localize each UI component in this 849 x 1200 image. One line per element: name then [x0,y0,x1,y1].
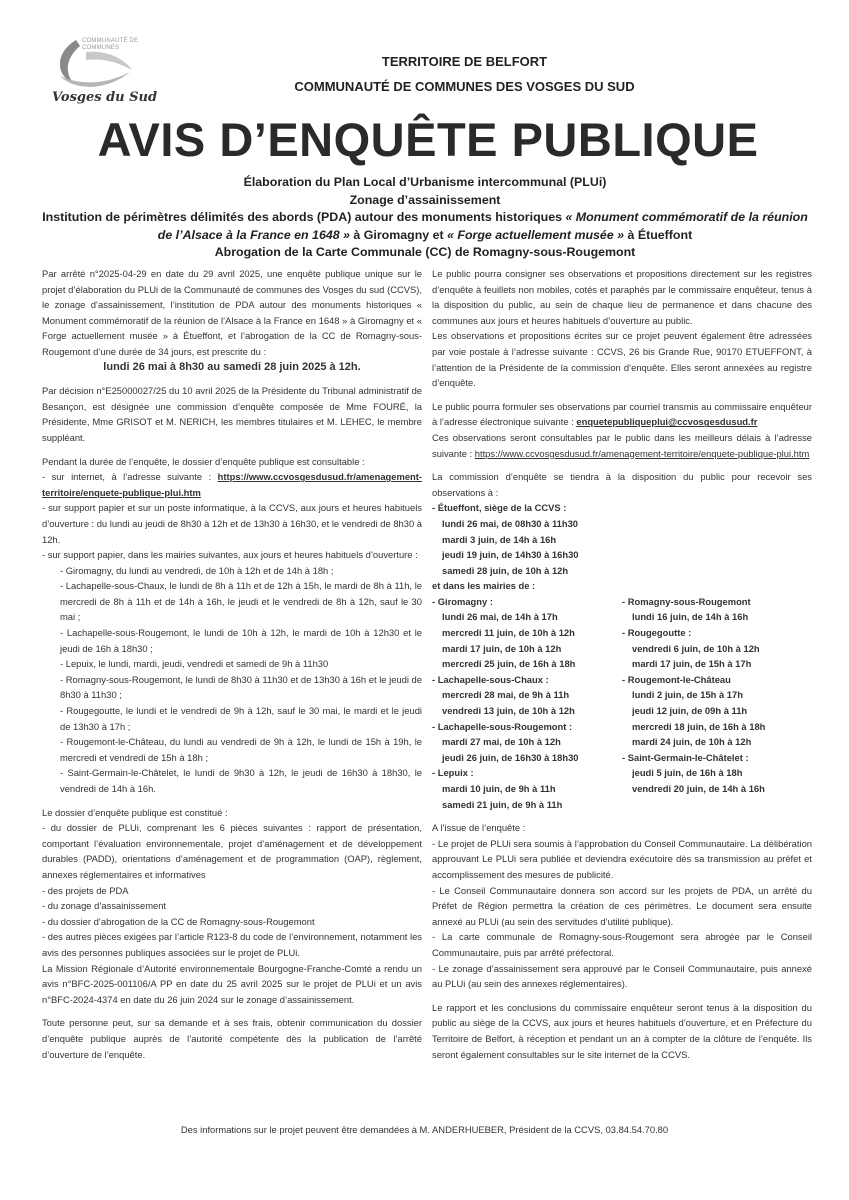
list-item: - Saint-Germain-le-Châtelet, le lundi de 9h30 à 12h, le jeudi de 16h30 à 18h30, le vendredi de 14h à 16h. [60,767,422,794]
list-item: - La carte communale de Romagny-sous-Rougemont sera abrogée par le Conseil Communautaire, puis par arrêté préfectoral. [432,931,812,958]
perm-location: - Rougegoutte : [622,627,692,639]
list-item: - Lepuix, le lundi, mardi, jeudi, vendredi et samedi de 9h à 11h30 [60,658,329,670]
list-item: mardi 3 juin, de 14h à 16h [442,533,557,545]
list-item: samedi 21 juin, de 9h à 11h [442,798,563,810]
ccvs-logo [46,32,158,108]
perm-location: - Lachapelle-sous-Rougemont : [432,720,573,732]
list-item: mercredi 18 juin, de 16h à 18h [632,720,766,732]
logo-small-text: COMMUNAUTÉ DE COMMUNES [82,38,139,51]
list-item: - Le Conseil Communautaire donnera son accord sur les projets de PDA, un arrêté du Préfet de Région permettra la création de ces périmètres. Le document sera ensuite annexé au PLUi (au sein des servitudes d’utilité publique). [432,884,812,927]
subtitle-plui: Élaboration du Plan Local d’Urbanisme intercommunal (PLUi) [243,175,607,189]
permanences-left [432,594,622,812]
list-item: mardi 24 juin, de 10h à 12h [632,736,752,748]
list-item: mardi 10 juin, de 9h à 11h [442,783,556,794]
list-item: - des autres pièces exigées par l’article R123-8 du code de l’environnement, notamment les avis des personnes publiques associées sur le projet de PLUi. [42,931,422,958]
list-item: jeudi 19 juin, de 14h30 à 16h30 [442,549,579,561]
postal-paragraph: Les observations et propositions écrites sur ce projet peuvent également être adressées par voie postale à l’adresse suivante : CCVS, 26 bis Grande Rue, 90170 ETUEFFONT, à l’attention de la Présidente de la commission d’enquête. Elles seront annexées au registre d’enquête. [432,330,812,389]
website-link[interactable]: https://www.ccvosgesdusud.fr/amenagement-territoire/enquete-publique-plui.htm [474,447,810,459]
list-item: - des projets de PDA [42,884,129,896]
list-item: jeudi 12 juin, de 09h à 11h [632,705,748,717]
list-item: mercredi 25 juin, de 16h à 18h [442,658,576,670]
list-item: - Lachapelle-sous-Rougemont, le lundi de 10h à 12h, le mardi de 10h à 12h30 et le jeudi de 16h à 18h30 ; [60,627,422,654]
mairies-label: et dans les mairies de : [432,580,536,592]
list-item: vendredi 13 juin, de 10h à 12h [442,705,575,717]
list-item: samedi 28 juin, de 10h à 12h [442,564,569,576]
etueffont-label: - Étueffont, siège de la CCVS : [432,502,567,514]
permanences-intro: La commission d’enquête se tiendra à la disposition du public pour recevoir ses observations à : [432,471,812,498]
header-community: COMMUNAUTÉ DE COMMUNES DES VOSGES DU SUD [294,79,635,94]
perm-location: - Romagny-sous-Rougemont [622,595,751,607]
issue-intro: A l’issue de l’enquête : [432,822,526,834]
email-link[interactable]: enquetepubliqueplui@ccvosgesdusud.fr [576,416,758,428]
list-item: mercredi 11 juin, de 10h à 12h [442,627,575,639]
communication-paragraph: Toute personne peut, sur sa demande et à ses frais, obtenir communication du dossier d’enquête publique auprès de l’autorité compétente dès la publication de l’arrêté d’ouverture de l’enquête. [42,1017,422,1060]
list-item: jeudi 26 juin, de 16h30 à 18h30 [442,751,579,763]
left-column [42,266,422,1070]
list-item: - Lachapelle-sous-Chaux, le lundi de 8h à 11h et de 12h à 15h, le mardi de 8h à 11h, le mercredi de 8h à 11h et de 14h à 16h, le jeudi et le vendredi de 8h à 12h, sauf le 30 mai ; [60,580,422,623]
list-item: jeudi 5 juin, de 16h à 18h [632,767,743,779]
decree-paragraph: Par arrêté n°2025-04-29 en date du 29 avril 2025, une enquête publique unique sur le projet d’élaboration du PLUi de la Communauté de communes des Vosges du sud (CCVS), le zonage d’assainissement, l’institution de PDA autour des monuments historiques « Monument commémoratif de la réunion de l’Alsace à la France en 1648 » à Giromagny et « Forge actuellement musée » à Étueffont, et l’abrogation de la CC de Romagny-sous-Rougemont d’une durée de 34 jours, est prescrite du : [42,268,422,357]
report-paragraph: Le rapport et les conclusions du commissaire enquêteur seront tenus à la disposition du public au siège de la CCVS, aux jours et heures habituels d’ouverture, et en Préfecture du Territoire de Belfort, à réception et pendant un an à compter de la clôture de l’enquête. Ils seront également consultables sur le site internet de la CCVS. [432,1001,812,1060]
logo-brand-text: Vosges du Sud [52,90,158,105]
list-item: - Giromagny, du lundi au vendredi, de 10h à 12h et de 14h à 18h ; [60,564,334,576]
registers-paragraph: Le public pourra consigner ses observations et propositions directement sur les registres d’enquête à feuillets non mobiles, cotés et paraphés par le commissaire enquêteur, tenus à la disposition du public, au sein de chaque lieu de permanence et dans chacune des communes aux jours et heures habituels d’ouverture au public. [432,268,812,326]
email-paragraph: Le public pourra formuler ses observations par courriel transmis au commissaire enquêteur à l’adresse électronique suivante : enquetepubliqueplui@ccvosgesdusud.fr Ces observations seront consultables par le public dans les meilleurs délais à l’adresse suivante : https://www.ccvosgesdusud.fr/amenagement-territoire/enquete-publique-plui.htm [432,400,812,459]
list-item: mercredi 28 mai, de 9h à 11h [442,689,570,701]
list-item: lundi 26 mai, de 14h à 17h [442,611,558,623]
perm-location: - Lachapelle-sous-Chaux : [432,673,549,685]
perm-location: - Rougemont-le-Château [622,673,731,685]
commission-paragraph: Par décision n°E25000027/25 du 10 avril 2025 de la Présidente du Tribunal administratif de Besançon, est désignée une commission d’enquête composée de Mme FOURÉ, la Présidente, Mme GRISOT et M. NERICH, les membres titulaires et M. LEHEC, le membre suppléant. [42,385,422,443]
internet-consultation: - sur internet, à l’adresse suivante : https://www.ccvosgesdusud.fr/amenagement-territoire/enquete-publique-plui.htm [42,471,423,498]
permanences [432,469,812,812]
list-item: lundi 2 juin, de 15h à 17h [632,689,743,701]
list-item: mardi 17 juin, de 10h à 12h [442,642,562,654]
permanences-right [622,594,812,812]
dossier-link[interactable]: https://www.ccvosgesdusud.fr/amenagement-territoire/enquete-publique-plui.htm [42,471,423,498]
perm-location: - Saint-Germain-le-Châtelet : [622,751,749,763]
list-item: - du dossier de PLUi, comprenant les 6 pièces suivantes : rapport de présentation, comportant l’évaluation environnementale, projet d’aménagement et de développement durables (PADD), orientations d’aménagement et de programmation (OAP), règlement, annexes réglementaires et informatives [42,822,422,880]
list-item: vendredi 6 juin, de 10h à 12h [632,642,760,654]
list-item: - du dossier d’abrogation de la CC de Romagny-sous-Rougemont [42,915,315,927]
subtitle-zonage: Zonage d’assainissement [349,192,501,207]
enquiry-dates: lundi 26 mai à 8h30 au samedi 28 juin 2025 à 12h. [103,360,361,373]
mairies-list [42,563,422,797]
list-item: lundi 26 mai, de 08h30 à 11h30 [442,517,579,529]
list-item: lundi 16 juin, de 14h à 16h [632,611,749,623]
list-item: mardi 17 juin, de 15h à 17h [632,658,752,670]
page-title: AVIS D’ENQUÊTE PUBLIQUE [97,113,759,166]
list-item: - du zonage d’assainissement [42,900,167,912]
subtitle-abrogation: Abrogation de la Carte Communale (CC) de Romagny-sous-Rougemont [214,245,636,259]
perm-location: - Giromagny : [432,595,493,607]
permanences-grid [432,594,812,812]
footer-contact: Des informations sur le projet peuvent être demandées à M. ANDERHUEBER, Président de la CCVS, 03.84.54.70.80 [180,1124,669,1135]
dossier-intro: Le dossier d’enquête publique est constitué : [42,806,228,818]
header-territory: TERRITOIRE DE BELFORT [381,54,548,69]
perm-location: - Lepuix : [432,767,474,779]
subtitles [40,174,810,262]
list-item: - Rougemont-le-Château, du lundi au vendredi de 9h à 12h, le lundi de 15h à 19h, le mercredi et vendredi de 15h à 18h ; [60,736,422,763]
list-item: - Rougegoutte, le lundi et le vendredi de 9h à 12h, sauf le 30 mai, le mardi et le jeudi de 13h30 à 17h ; [60,705,422,732]
mrae-paragraph: La Mission Régionale d’Autorité environnementale Bourgogne-Franche-Comté a rendu un avis n°BFC-2025-001106/A PP en date du 25 avril 2025 sur le projet de PLUi et un avis n°BFC-2024-4374 en date du 26 juin 2024 sur le zonage d’assainissement. [42,962,422,1005]
consultation-intro: Pendant la durée de l’enquête, le dossier d’enquête publique est consultable : [42,455,365,467]
list-item: - Le projet de PLUi sera soumis à l’approbation du Conseil Communautaire. La délibération approuvant Le PLUi sera publiée et deviendra exécutoire dès sa transmission au préfet et accomplissement des mesures de publicité. [432,837,812,880]
paper-consultation: - sur support papier et sur un poste informatique, à la CCVS, aux jours et heures habituels d’ouverture : du lundi au jeudi de 8h30 à 12h et de 13h30 à 16h30, et le vendredi de 8h30 à 12h. [42,502,422,545]
list-item: vendredi 20 juin, de 14h à 16h [632,783,765,794]
mairies-intro: - sur support papier, dans les mairies suivantes, aux jours et heures habituels d’ouverture : [42,549,418,561]
list-item: - Romagny-sous-Rougemont, le lundi de 8h30 à 11h30 et de 13h30 à 16h et le jeudi de 8h30 à 11h30 ; [60,673,422,701]
list-item: mardi 27 mai, de 10h à 12h [442,736,561,748]
right-column [432,266,812,1070]
subtitle-pda: Institution de périmètres délimités des abords (PDA) autour des monuments historiques « Monument commémoratif de la réunion de l’Alsace à la France en 1648 » à Giromagny et « Forge actuellement musée » à Étueffont [42,210,808,242]
list-item: - Le zonage d’assainissement sera approuvé par le Conseil Communautaire, puis annexé au PLUi (au sein des annexes réglementaires). [432,962,812,990]
